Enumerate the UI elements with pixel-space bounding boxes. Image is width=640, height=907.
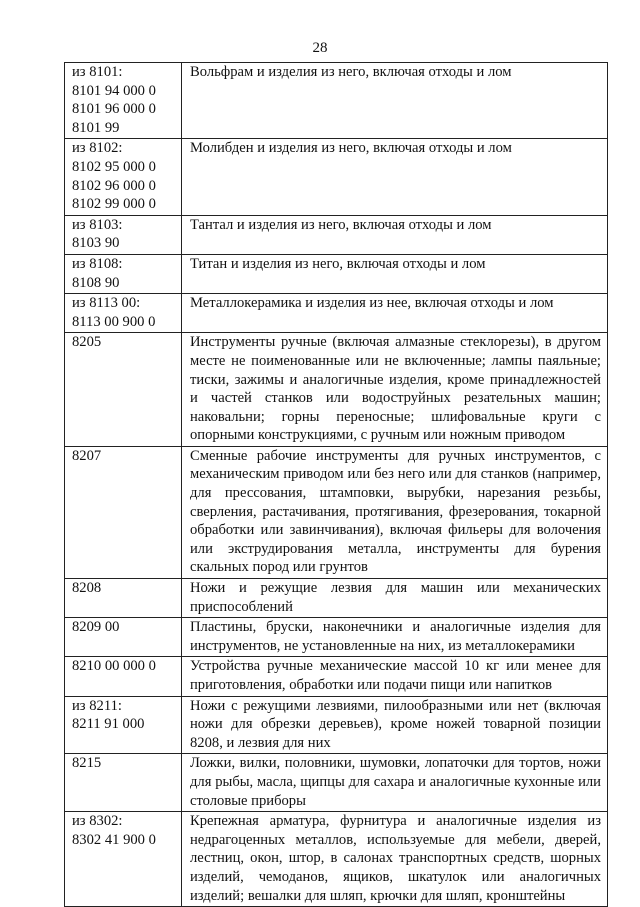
code-line: 8209 00 bbox=[72, 619, 120, 636]
table-row bbox=[65, 657, 608, 696]
description-cell: Устройства ручные механические массой 10 кг или менее для приготовления, обработки или подачи пищи или напитков bbox=[182, 657, 608, 696]
description-cell: Ножи и режущие лезвия для машин или механических приспособлений bbox=[182, 579, 608, 618]
table-row bbox=[65, 754, 608, 812]
page-number: 28 bbox=[312, 40, 328, 56]
code-line: 8101 96 000 0 bbox=[72, 101, 156, 118]
code-cell bbox=[65, 294, 182, 333]
code-line: из 8211: bbox=[72, 697, 122, 714]
table-row bbox=[65, 63, 608, 139]
code-line: 8215 bbox=[72, 755, 102, 772]
code-line: 8113 00 900 0 bbox=[72, 313, 156, 330]
code-line: из 8302: bbox=[72, 813, 123, 830]
code-cell bbox=[65, 446, 182, 578]
code-line: 8102 95 000 0 bbox=[72, 158, 156, 175]
code-line: 8102 96 000 0 bbox=[72, 177, 156, 194]
code-cell bbox=[65, 618, 182, 657]
code-cell bbox=[65, 579, 182, 618]
code-cell bbox=[65, 696, 182, 754]
code-cell bbox=[65, 812, 182, 907]
code-line: 8101 94 000 0 bbox=[72, 82, 156, 99]
description-cell: Пластины, бруски, наконечники и аналогичные изделия для инструментов, не установленные на них, из металлокерамики bbox=[182, 618, 608, 657]
table-row bbox=[65, 254, 608, 293]
tariff-code-table bbox=[64, 62, 608, 907]
description-cell: Вольфрам и изделия из него, включая отходы и лом bbox=[182, 63, 608, 139]
table-row bbox=[65, 579, 608, 618]
description-cell: Титан и изделия из него, включая отходы и лом bbox=[182, 254, 608, 293]
code-cell bbox=[65, 215, 182, 254]
table-row bbox=[65, 446, 608, 578]
description-cell: Сменные рабочие инструменты для ручных инструментов, с механическим приводом или без него или для станков (например, для прессования, штамповки, вырубки, нарезания резьбы, сверления, растачивания, протягивания, фрезерования, токарной обработки или завинчивания), включая фильеры для волочения или экструдирования металла, инструменты для бурения скальных пород или грунтов bbox=[182, 446, 608, 578]
code-cell bbox=[65, 657, 182, 696]
code-line: из 8108: bbox=[72, 255, 123, 272]
code-line: из 8113 00: bbox=[72, 295, 141, 312]
code-line: 8205 bbox=[72, 334, 102, 351]
code-line: 8103 90 bbox=[72, 235, 120, 252]
code-line: из 8101: bbox=[72, 64, 123, 80]
code-line: 8101 99 bbox=[72, 119, 120, 136]
table-row bbox=[65, 294, 608, 333]
code-cell bbox=[65, 139, 182, 215]
description-cell: Тантал и изделия из него, включая отходы и лом bbox=[182, 215, 608, 254]
code-line: 8108 90 bbox=[72, 274, 120, 291]
description-cell: Ложки, вилки, половники, шумовки, лопаточки для тортов, ножи для рыбы, масла, щипцы для сахара и аналогичные кухонные или столовые приборы bbox=[182, 754, 608, 812]
table-row bbox=[65, 618, 608, 657]
code-cell bbox=[65, 254, 182, 293]
code-cell bbox=[65, 333, 182, 447]
code-cell bbox=[65, 754, 182, 812]
code-line: 8210 00 000 0 bbox=[72, 658, 156, 675]
description-cell: Металлокерамика и изделия из нее, включая отходы и лом bbox=[182, 294, 608, 333]
code-line: 8207 bbox=[72, 447, 102, 464]
code-line: из 8102: bbox=[72, 140, 123, 157]
table-row bbox=[65, 215, 608, 254]
table-row bbox=[65, 139, 608, 215]
description-cell: Молибден и изделия из него, включая отходы и лом bbox=[182, 139, 608, 215]
code-line: из 8103: bbox=[72, 216, 123, 233]
code-line: 8302 41 900 0 bbox=[72, 831, 156, 848]
table-row bbox=[65, 812, 608, 907]
description-cell: Инструменты ручные (включая алмазные стеклорезы), в другом месте не поименованные или не включенные; лампы паяльные; тиски, зажимы и аналогичные изделия, кроме принадлежностей и частей станков или водоструйных резательных машин; наковальни; горны переносные; шлифовальные круги с опорными конструкциями, с ручным или ножным приводом bbox=[182, 333, 608, 447]
description-cell: Крепежная арматура, фурнитура и аналогичные изделия из недрагоценных металлов, используемые для мебели, дверей, лестниц, окон, штор, в салонах транспортных средств, шорных изделий, чемоданов, ящиков, шкатулок или аналогичных изделий; вешалки для шляп, крючки для шляп, кронштейны bbox=[182, 812, 608, 907]
table-row bbox=[65, 696, 608, 754]
code-cell bbox=[65, 63, 182, 139]
table-body bbox=[65, 63, 608, 907]
code-line: 8208 bbox=[72, 580, 102, 597]
description-cell: Ножи с режущими лезвиями, пилообразными или нет (включая ножи для обрезки деревьев), кроме ножей товарной позиции 8208, и лезвия для них bbox=[182, 696, 608, 754]
code-line: 8102 99 000 0 bbox=[72, 196, 156, 213]
code-line: 8211 91 000 bbox=[72, 716, 145, 733]
table-row bbox=[65, 333, 608, 447]
